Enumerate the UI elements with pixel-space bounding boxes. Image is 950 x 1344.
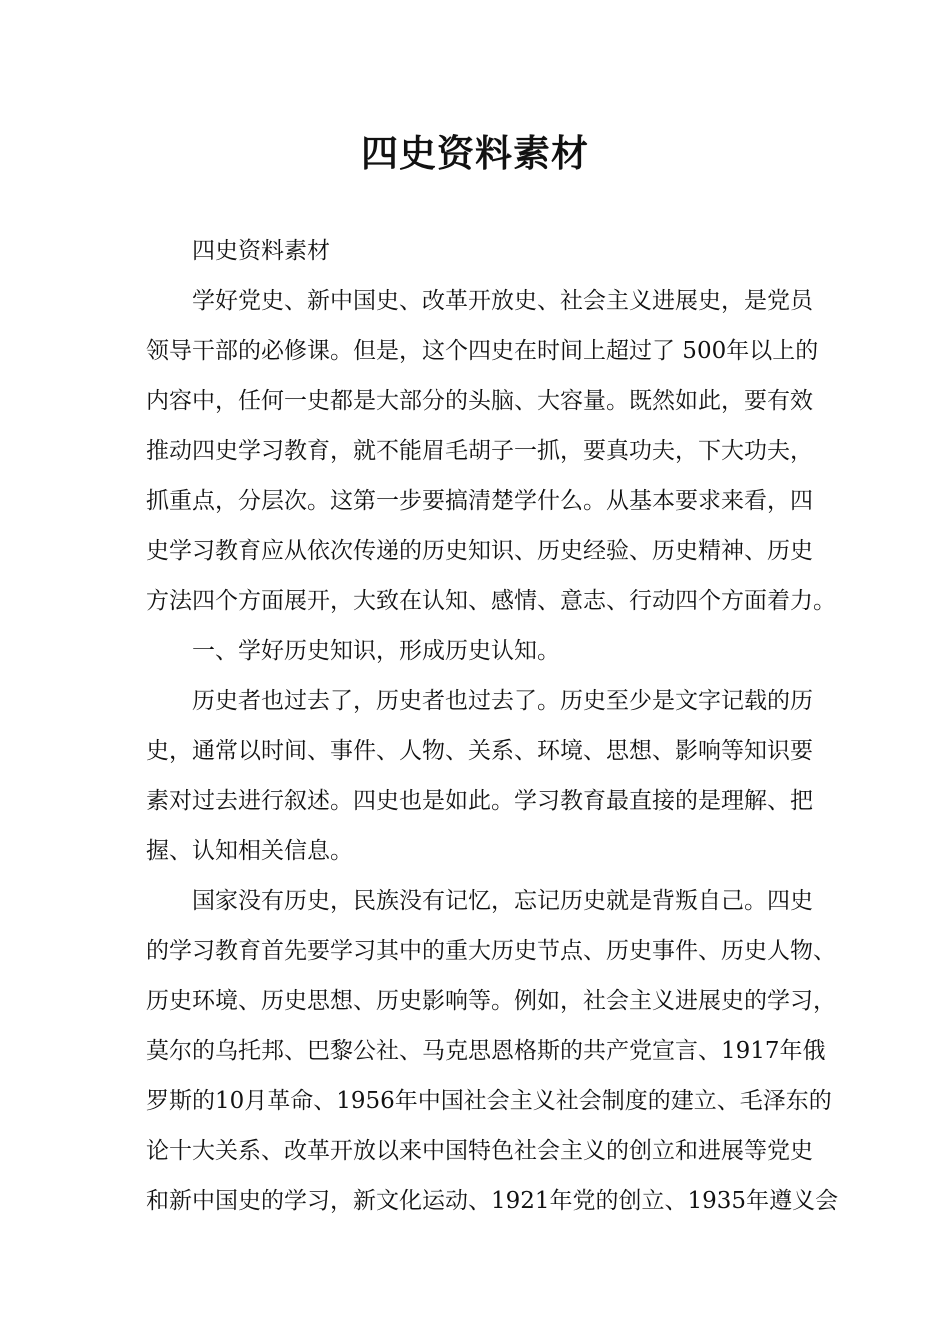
paragraph-line: 方法四个方面展开，大致在认知、感情、意志、行动四个方面着力。	[146, 588, 836, 614]
paragraph-line: 领导干部的必修课。但是，这个四史在时间上超过了 500年以上的	[146, 338, 819, 364]
paragraph-line: 论十大关系、改革开放以来中国特色社会主义的创立和进展等党史	[146, 1138, 813, 1164]
paragraph-line: 抓重点，分层次。这第一步要搞清楚学什么。从基本要求来看，四	[146, 488, 813, 514]
paragraph-line: 握、认知相关信息。	[146, 838, 353, 864]
paragraph-line: 的学习教育首先要学习其中的重大历史节点、历史事件、历史人物、	[146, 938, 836, 964]
subtitle-line: 四史资料素材	[192, 238, 330, 264]
paragraph-line: 史，通常以时间、事件、人物、关系、环境、思想、影响等知识要	[146, 738, 813, 764]
paragraph-line: 罗斯的10月革命、1956年中国社会主义社会制度的建立、毛泽东的	[146, 1088, 832, 1114]
paragraph-line: 素对过去进行叙述。四史也是如此。学习教育最直接的是理解、把	[146, 788, 813, 814]
paragraph-line: 史学习教育应从依次传递的历史知识、历史经验、历史精神、历史	[146, 538, 813, 564]
paragraph-line: 历史者也过去了，历史者也过去了。历史至少是文字记载的历	[192, 688, 813, 714]
section-heading: 一、学好历史知识，形成历史认知。	[192, 638, 560, 664]
paragraph-line: 莫尔的乌托邦、巴黎公社、马克思恩格斯的共产党宣言、1917年俄	[146, 1038, 826, 1064]
paragraph-line: 和新中国史的学习，新文化运动、1921年党的创立、1935年遵义会	[146, 1188, 839, 1214]
document-title: 四史资料素材	[361, 131, 589, 175]
paragraph-line: 历史环境、历史思想、历史影响等。例如，社会主义进展史的学习，	[146, 988, 836, 1014]
paragraph-line: 推动四史学习教育，就不能眉毛胡子一抓，要真功夫，下大功夫，	[146, 438, 813, 464]
paragraph-line: 学好党史、新中国史、改革开放史、社会主义进展史，是党员	[192, 288, 813, 314]
paragraph-line: 国家没有历史，民族没有记忆，忘记历史就是背叛自己。四史	[192, 888, 813, 914]
paragraph-line: 内容中，任何一史都是大部分的头脑、大容量。既然如此，要有效	[146, 388, 813, 414]
